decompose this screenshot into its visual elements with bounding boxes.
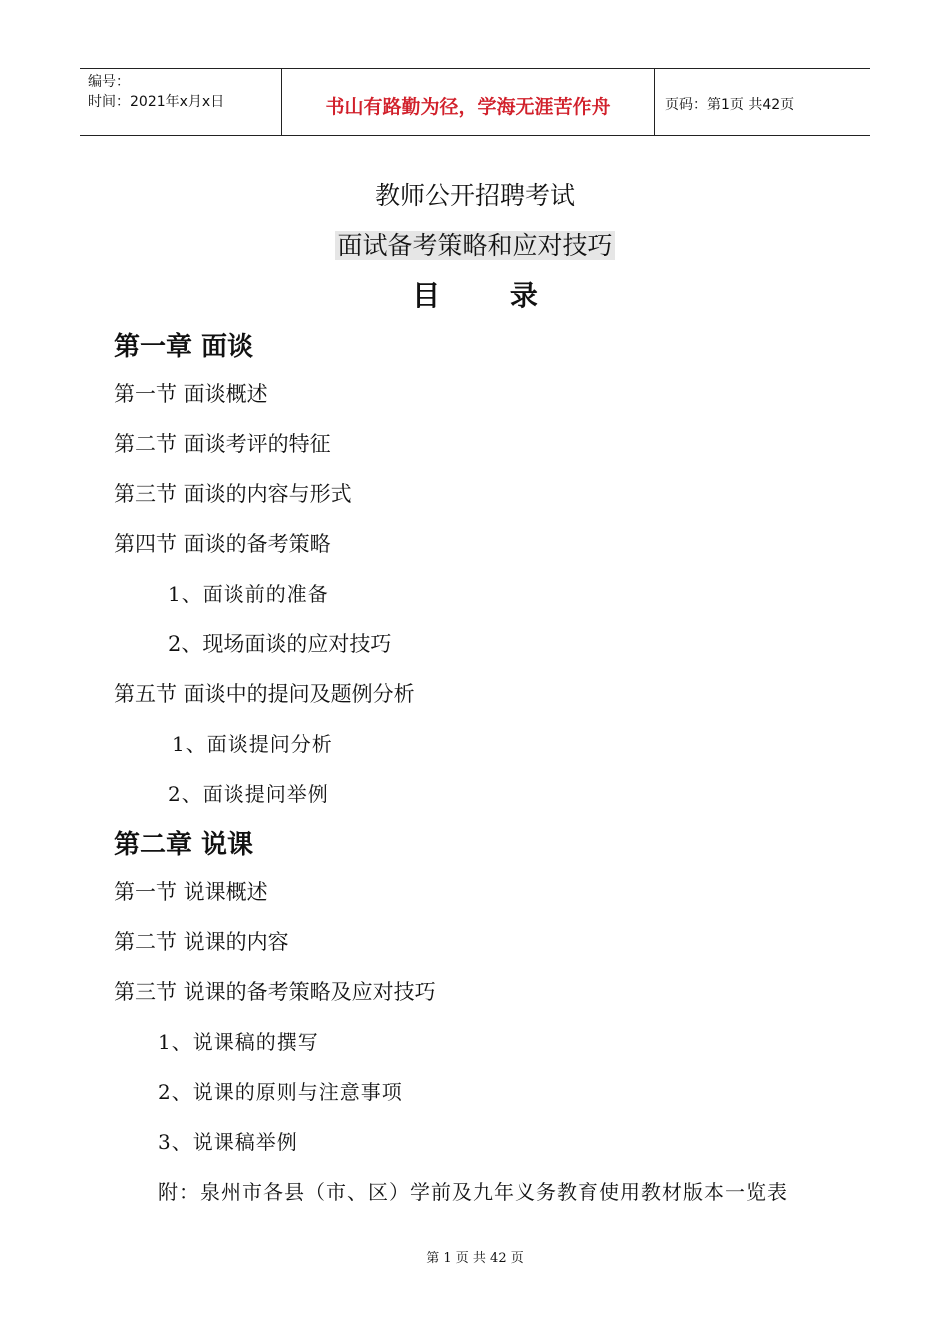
document-time-label: 时间：2021年x月x日: [88, 94, 225, 110]
toc-entry-appendix: 附：泉州市各县（市、区）学前及九年义务教育使用教材版本一览表: [158, 1180, 788, 1204]
toc-entry-ch1-sec2: 第二节 面谈考评的特征: [114, 432, 331, 456]
header-meta: [80, 69, 282, 135]
toc-entry-ch1-sec5: 第五节 面谈中的提问及题例分析: [114, 682, 415, 706]
toc-entry-ch2-sec1: 第一节 说课概述: [114, 880, 268, 904]
document-subtitle-text: 面试备考策略和应对技巧: [337, 231, 613, 260]
toc-entry-ch1-sec5-item2: 2、面谈提问举例: [168, 782, 329, 806]
header-motto: 书山有路勤为径，学海无涯苦作舟: [282, 69, 655, 135]
chapter-1-heading: 第一章 面谈: [114, 332, 254, 362]
document-subtitle: [0, 226, 950, 262]
page-header: [80, 68, 870, 136]
toc-entry-ch1-sec3: 第三节 面谈的内容与形式: [114, 482, 352, 506]
toc-entry-ch1-sec4-item2: 2、现场面谈的应对技巧: [168, 632, 392, 656]
toc-entry-ch2-sec3-item3: 3、说课稿举例: [158, 1130, 298, 1154]
toc-entry-ch1-sec4: 第四节 面谈的备考策略: [114, 532, 331, 556]
toc-entry-ch1-sec4-item1: 1、面谈前的准备: [168, 582, 329, 606]
toc-entry-ch1-sec1: 第一节 面谈概述: [114, 382, 268, 406]
toc-entry-ch2-sec3-item1: 1、说课稿的撰写: [158, 1030, 319, 1054]
toc-entry-ch2-sec3-item2: 2、说课的原则与注意事项: [158, 1080, 403, 1104]
document-title: 教师公开招聘考试: [374, 181, 575, 210]
page-footer: 第 1 页 共 42 页: [426, 1251, 524, 1266]
toc-entry-ch2-sec2: 第二节 说课的内容: [114, 930, 289, 954]
toc-entry-ch1-sec5-item1: 1、面谈提问分析: [172, 732, 333, 756]
chapter-2-heading: 第二章 说课: [114, 830, 254, 860]
toc-heading: 目 录: [412, 279, 568, 312]
toc-entry-ch2-sec3: 第三节 说课的备考策略及应对技巧: [114, 980, 436, 1004]
header-page-info: 页码：第1页 共42页: [665, 97, 795, 113]
document-number-label: 编号：: [88, 74, 130, 90]
